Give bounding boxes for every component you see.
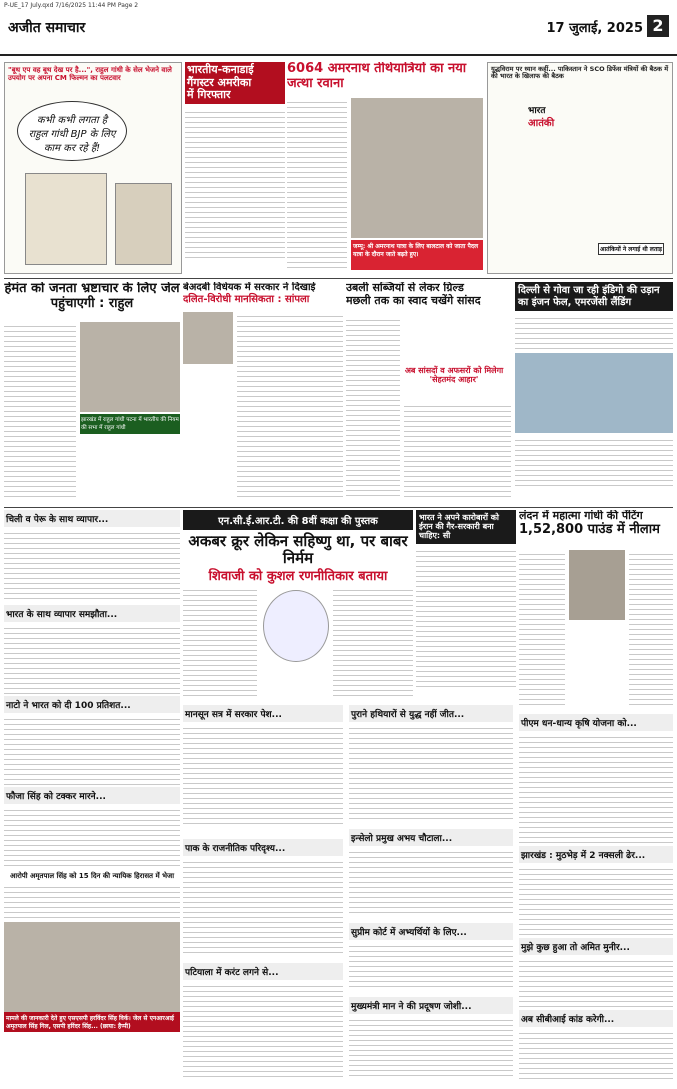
article-body <box>183 724 343 824</box>
brief <box>183 839 343 959</box>
article-body <box>515 436 673 486</box>
brief-headline: अब सीबीआई कांड करेगी... <box>519 1010 673 1027</box>
amarnath-headline: 6064 अमरनाथ तीर्थयात्रियों का नया जत्था रवाना <box>287 62 467 91</box>
sampla-story <box>183 282 343 504</box>
brief <box>349 997 513 1083</box>
article-body <box>4 624 180 694</box>
aircraft-photo <box>515 353 673 433</box>
brief-headline: इन्सेलो प्रमुख अभय चौटाला... <box>349 829 513 846</box>
article-body <box>519 733 673 843</box>
brief-headline: झारखंड : मुठभेड़ में 2 नक्सली ढेर... <box>519 846 673 863</box>
article-body <box>333 586 413 698</box>
article-body <box>629 550 673 706</box>
article-body <box>349 1016 513 1080</box>
ncert-headline-1: अकबर क्रूर लेकिन सहिष्णु था, पर बाबर निर्मम <box>188 532 408 568</box>
article-body <box>519 865 673 935</box>
ncert-logo <box>263 590 329 662</box>
article-body <box>4 883 180 919</box>
brief-headline: नाटो ने भारत को दी 100 प्रतिशत... <box>4 696 180 713</box>
divider <box>4 278 673 279</box>
article-body <box>515 314 673 350</box>
article-body <box>404 402 511 498</box>
gandhi-headline-2: 1,52,800 पाउंड में नीलाम <box>519 521 660 537</box>
ncert-banner: एन.सी.ई.आर.टी. की 8वीं कक्षा की पुस्तक <box>183 510 413 530</box>
newspaper-name: अजीत समाचार <box>8 20 86 36</box>
sampla-headline-1: बेअदबी विधेयक में सरकार ने दिखाई <box>183 282 316 293</box>
gandhi-painting-story <box>519 510 673 710</box>
brief-headline: फौजा सिंह को टक्कर मारने... <box>4 787 180 804</box>
photo-caption: मामले की जानकारी देते हुए एसएसपी हरविंदर सिंह विर्क। जेल से एनआरआई अमृतपाल सिंह गिल, एसपी हरिंदर सिंह... (छाया: हैप्पी) <box>4 1012 180 1032</box>
article-body <box>519 550 565 706</box>
page-number: 2 <box>647 15 669 37</box>
brief <box>349 829 513 919</box>
brief-headline: पटियाला में करंट लगने से... <box>183 963 343 980</box>
article-body <box>519 1029 673 1079</box>
gandhi-painting <box>569 550 625 620</box>
speech-bubble: कभी कभी लगता है राहुल गांधी BJP के लिए काम कर रहे हैं! <box>17 101 127 161</box>
brief <box>349 923 513 993</box>
photo-caption: झारखंड में राहुल गांधी पटना में भारतीय की नियम की सभा में राहुल गांधी <box>80 414 180 434</box>
article-body <box>183 982 343 1078</box>
article-body <box>4 806 180 870</box>
article-body <box>185 108 285 258</box>
brief-headline: भारत के साथ व्यापार समझौता... <box>4 605 180 622</box>
article-body <box>349 724 513 820</box>
brief-headline: मुझे कुछ हुआ तो अमित मुनीर... <box>519 938 673 955</box>
ncert-headline-2: शिवाजी को कुशल रणनीतिकार बताया <box>208 568 388 584</box>
cartoon-label: भारत <box>528 106 546 116</box>
ncert-story <box>183 510 413 700</box>
left-cartoon <box>4 62 182 274</box>
middle-briefs <box>183 705 513 1086</box>
right-cartoon <box>487 62 673 274</box>
pilgrims-photo <box>351 98 483 238</box>
brief <box>183 963 343 1083</box>
iran-headline: भारत ने अपने कारोबारों को ईरान की गैर-सरकारी बना चाहिए: सी <box>416 510 516 544</box>
indigo-headline: दिल्ली से गोवा जा रही इंडिगो की उड़ान का इंजन फेल, एमरजेंसी लैंडिंग <box>515 282 673 311</box>
brief-headline: पीएम धन-धान्य कृषि योजना को... <box>519 714 673 731</box>
brief <box>183 705 343 835</box>
cartoon-figure <box>25 173 107 265</box>
article-body <box>416 547 516 687</box>
pull-quote: अब सांसदों व अफसरों को मिलेगा 'सेहतमंद आहार' <box>404 366 504 385</box>
parliament-food-story <box>346 282 511 504</box>
brief-headline: सुप्रीम कोर्ट में अभ्यर्थियों के लिए... <box>349 923 513 940</box>
cartoon-tv <box>115 183 172 265</box>
brief-headline: पुराने हथियारों से युद्ध नहीं जीत... <box>349 705 513 722</box>
brief-headline: मुख्यमंत्री मान ने की प्रदूषण जोशी... <box>349 997 513 1014</box>
amarnath-story <box>287 62 483 274</box>
indigo-story <box>515 282 673 504</box>
sampla-headline-2: दलित-विरोधी मानसिकता : सांपला <box>183 293 310 305</box>
article-body <box>4 715 180 785</box>
article-body <box>4 529 180 603</box>
right-briefs <box>519 714 673 1086</box>
brief-headline: चिली व पेरू के साथ व्यापार... <box>4 510 180 527</box>
left-briefs-column <box>4 510 180 1086</box>
iran-story <box>416 510 516 700</box>
photo-caption: जम्मू: श्री अमरनाथ यात्रा के लिए बालटाल को जाता पैदल यात्रा के दौरान जाते बढ़ते हुए। <box>351 240 483 270</box>
issue-date: 17 जुलाई, 2025 <box>546 21 643 36</box>
article-body <box>183 858 343 954</box>
brief-headline: मानसून सत्र में सरकार पेश... <box>183 705 343 722</box>
cartoon-label: आतंकियों ने लगाई थी लताड़ <box>598 243 664 255</box>
gangster-story <box>185 62 285 274</box>
divider <box>4 507 673 508</box>
sampla-photo <box>183 312 233 364</box>
article-body <box>519 957 673 1007</box>
brief-subheadline: आरोपी अमृतपाल सिंह को 15 दिन की न्यायिक हिरासत में भेजा <box>9 872 175 880</box>
rahul-headline: हेमंत को जनता भ्रष्टाचार के लिए जेल पहुंचाएगी : राहुल <box>4 282 180 311</box>
food-headline-2: मछली तक का स्वाद चखेंगे सांसद <box>346 293 481 307</box>
article-body <box>4 322 76 498</box>
brief <box>349 705 513 825</box>
masthead <box>0 12 677 56</box>
police-photo <box>4 922 180 1012</box>
article-body <box>349 848 513 914</box>
rahul-story <box>4 282 180 504</box>
print-slug: P-UE_17 July.qxd 7/16/2025 11:44 PM Page 2 <box>4 2 139 9</box>
article-body <box>287 98 347 270</box>
article-body <box>237 312 343 498</box>
gangster-headline: भारतीय-कनाडाई गैंगस्टर अमरीका में गिरफ्तार <box>185 62 285 104</box>
brief-headline: पाक के राजनीतिक परिदृश्य... <box>183 839 343 856</box>
cartoon-headline: "बूथ एप वह बूथ देख पर है...", राहुल गांधी के सेल भेजने वाले उपयोग पर अपना CM फिल्मन का पलटवार <box>8 66 172 83</box>
gandhi-headline-1: लंदन में महात्मा गांधी की पेंटिंग <box>519 510 643 522</box>
food-headline-1: उबली सब्जियों से लेकर ग्रिल्ड <box>346 282 464 294</box>
cartoon-label: आतंकी <box>528 118 555 129</box>
article-body <box>346 316 400 498</box>
rahul-photo <box>80 322 180 412</box>
article-body <box>349 942 513 990</box>
cartoon-headline: युद्धविराम पर ध्यान कहीं... पाकिस्तान ने SCO डिफेंस मंत्रियों की बैठक में की भारत के खिलाफ की बैठक <box>491 65 669 81</box>
article-body <box>183 586 257 698</box>
